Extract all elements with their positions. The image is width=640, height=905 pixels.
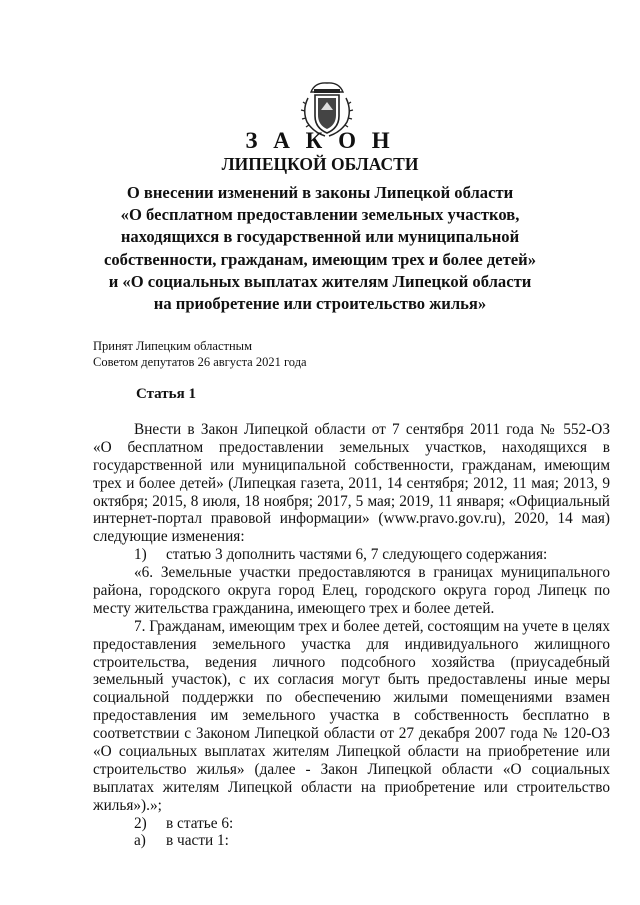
body-line: интернет-портал правовой информации» (www.pravo.gov.ru), 2020, 14 мая) — [93, 510, 610, 528]
body-line: строительства, ведения личного подсобного хозяйства (приусадебный — [93, 653, 610, 671]
body-line: социальной поддержки по обеспечению жилыми помещениями взамен — [93, 689, 610, 707]
body-line: земельный участок), с их согласия могут быть предоставлены иные меры — [93, 671, 610, 689]
body-line: строительство жилья» (далее - Закон Липецкой области «О социальных — [93, 760, 610, 778]
adoption-line: Принят Липецким областным — [93, 339, 252, 353]
body-line: предоставления земельного участка для индивидуального жилищного — [93, 635, 610, 653]
body-line: октября; 2015, 8 июля, 18 ноября; 2017, 5 мая; 2019, 11 января; «Официальный — [93, 492, 610, 510]
list-item — [93, 832, 610, 850]
body-line: государственной или муниципальной собственности, гражданам, имеющим — [93, 456, 610, 474]
subject-line: «О бесплатном предоставлении земельных участков, — [120, 205, 520, 225]
item-marker: а) — [134, 832, 146, 850]
body-line: жилья»).»; — [93, 796, 162, 814]
body-line: «О бесплатном предоставлении земельных участков, находящихся в — [93, 438, 610, 456]
item-text: в части 1: — [166, 832, 229, 850]
subject-line: и «О социальных выплатах жителям Липецкой области — [108, 271, 532, 291]
body-line: предоставления им земельного участка в собственность бесплатно в — [93, 707, 610, 725]
item-marker: 1) — [134, 546, 147, 564]
body-line: выплатах жителям Липецкой области на приобретение или строительство — [93, 778, 610, 796]
list-item — [93, 815, 610, 833]
body-line: месту жительства гражданина, имеющего трех и более детей. — [93, 599, 495, 617]
subject-line: собственности, гражданам, имеющим трех и более детей» — [103, 249, 536, 269]
body-line: соответствии с Законом Липецкой области от 27 декабря 2007 года № 120-ОЗ — [93, 725, 610, 743]
body-line: «О социальных выплатах жителям Липецкой области на приобретение или — [93, 743, 610, 761]
list-item — [93, 546, 610, 564]
subject-line: О внесении изменений в законы Липецкой области — [126, 183, 514, 202]
article-heading: Статья 1 — [136, 386, 196, 402]
law-title: З А К О Н — [245, 128, 395, 153]
article-body — [93, 421, 610, 850]
item-text: в статье 6: — [166, 814, 234, 832]
body-line: 7. Гражданам, имеющим трех и более детей, состоящим на учете в целях — [134, 617, 610, 635]
region-title: ЛИПЕЦКОЙ ОБЛАСТИ — [221, 154, 419, 174]
body-line: «6. Земельные участки предоставляются в границах муниципального — [134, 564, 610, 582]
item-marker: 2) — [134, 814, 147, 832]
subject-line: находящихся в государственной или муниципальной — [120, 227, 520, 247]
adoption-line: Советом депутатов 26 августа 2021 года — [93, 355, 307, 369]
subject-line: на приобретение или строительство жилья» — [153, 294, 487, 314]
adoption-note — [93, 338, 307, 370]
item-text: статью 3 дополнить частями 6, 7 следующего содержания: — [166, 546, 548, 564]
body-line: трех и более детей» (Липецкая газета, 2011, 14 сентября; 2012, 11 мая; 2013, 9 — [93, 474, 610, 492]
body-line: следующие изменения: — [93, 528, 245, 546]
body-line: Внести в Закон Липецкой области от 7 сентября 2011 года № 552-ОЗ — [134, 421, 610, 438]
body-line: района, городского округа город Елец, городского округа город Липецк по — [93, 582, 610, 600]
law-subject — [60, 182, 580, 315]
